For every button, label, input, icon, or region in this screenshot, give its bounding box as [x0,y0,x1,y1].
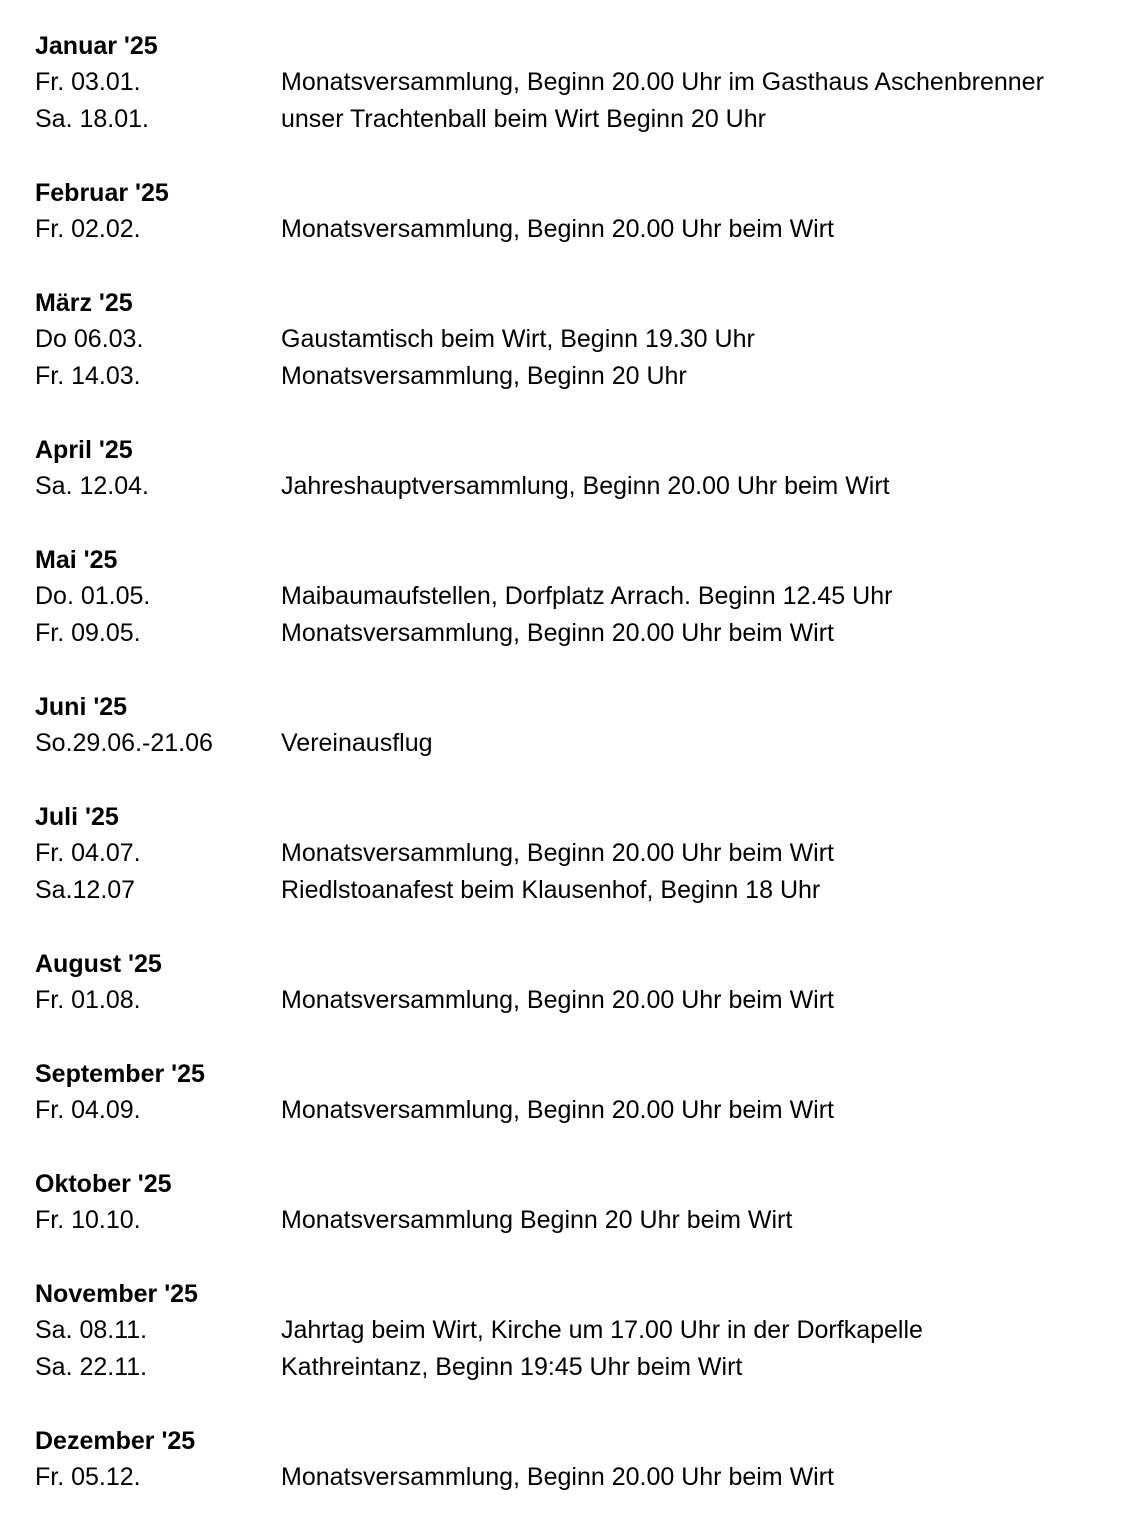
event-description: unser Trachtenball beim Wirt Beginn 20 Uhr [281,105,766,133]
event-date: Fr. 09.05. [35,619,141,647]
event-row [35,1459,1125,1496]
month-heading: Juli '25 [35,803,119,831]
month-heading: August '25 [35,950,162,978]
event-date: Sa. 18.01. [35,105,149,133]
event-description: Monatsversammlung, Beginn 20.00 Uhr beim Wirt [281,1463,835,1491]
month-heading: Februar '25 [35,179,169,207]
event-row [35,1202,1125,1239]
month-section-september [35,1056,1125,1129]
event-date: Do 06.03. [35,325,144,353]
event-description: Monatsversammlung, Beginn 20.00 Uhr beim Wirt [281,839,835,867]
event-description: Monatsversammlung, Beginn 20.00 Uhr beim Wirt [281,619,835,647]
month-heading: Dezember '25 [35,1427,196,1455]
event-row [35,615,1125,652]
month-section-november [35,1276,1125,1386]
event-description: Monatsversammlung, Beginn 20.00 Uhr beim Wirt [281,986,835,1014]
event-description: Jahrtag beim Wirt, Kirche um 17.00 Uhr in der Dorfkapelle [281,1316,923,1344]
month-section-januar [35,28,1125,138]
event-description: Vereinausflug [281,729,433,757]
event-date: Sa. 12.04. [35,472,149,500]
event-description: Monatsversammlung, Beginn 20.00 Uhr beim Wirt [281,215,835,243]
month-section-oktober [35,1166,1125,1239]
event-row [35,321,1125,358]
event-row [35,1092,1125,1129]
event-date: So.29.06.-21.06 [35,729,213,757]
month-section-dezember [35,1423,1125,1496]
event-description: Kathreintanz, Beginn 19:45 Uhr beim Wirt [281,1353,743,1381]
event-date: Sa.12.07 [35,876,136,904]
event-row [35,1349,1125,1386]
month-heading: November '25 [35,1280,198,1308]
month-heading: Juni '25 [35,693,128,721]
event-row [35,211,1125,248]
event-row [35,101,1125,138]
event-row [35,1312,1125,1349]
month-section-februar [35,175,1125,248]
month-section-august [35,946,1125,1019]
event-date: Do. 01.05. [35,582,151,610]
event-description: Jahreshauptversammlung, Beginn 20.00 Uhr beim Wirt [281,472,890,500]
month-heading: März '25 [35,289,133,317]
month-section-juni [35,689,1125,762]
event-date: Fr. 02.02. [35,215,141,243]
month-section-juli [35,799,1125,909]
event-description: Monatsversammlung, Beginn 20 Uhr [281,362,687,390]
event-description: Monatsversammlung Beginn 20 Uhr beim Wirt [281,1206,793,1234]
month-heading: Oktober '25 [35,1170,172,1198]
event-description: Monatsversammlung, Beginn 20.00 Uhr beim Wirt [281,1096,835,1124]
month-heading: September '25 [35,1060,205,1088]
event-row [35,835,1125,872]
event-schedule [35,28,1125,1533]
event-date: Fr. 10.10. [35,1206,141,1234]
month-section-maerz [35,285,1125,395]
event-row [35,872,1125,909]
event-date: Fr. 04.07. [35,839,141,867]
event-description: Maibaumaufstellen, Dorfplatz Arrach. Beginn 12.45 Uhr [281,582,893,610]
event-row [35,64,1125,101]
event-row [35,358,1125,395]
event-description: Monatsversammlung, Beginn 20.00 Uhr im Gasthaus Aschenbrenner [281,68,1044,96]
month-heading: Januar '25 [35,32,158,60]
event-row [35,982,1125,1019]
event-date: Sa. 22.11. [35,1353,148,1381]
event-row [35,468,1125,505]
event-row [35,578,1125,615]
event-date: Fr. 05.12. [35,1463,141,1491]
event-description: Gaustamtisch beim Wirt, Beginn 19.30 Uhr [281,325,755,353]
event-date: Sa. 08.11. [35,1316,148,1344]
month-heading: Mai '25 [35,546,118,574]
event-date: Fr. 04.09. [35,1096,141,1124]
event-date: Fr. 01.08. [35,986,141,1014]
event-date: Fr. 03.01. [35,68,141,96]
event-row [35,725,1125,762]
event-date: Fr. 14.03. [35,362,141,390]
month-heading: April '25 [35,436,133,464]
month-section-april [35,432,1125,505]
month-section-mai [35,542,1125,652]
event-description: Riedlstoanafest beim Klausenhof, Beginn 18 Uhr [281,876,821,904]
